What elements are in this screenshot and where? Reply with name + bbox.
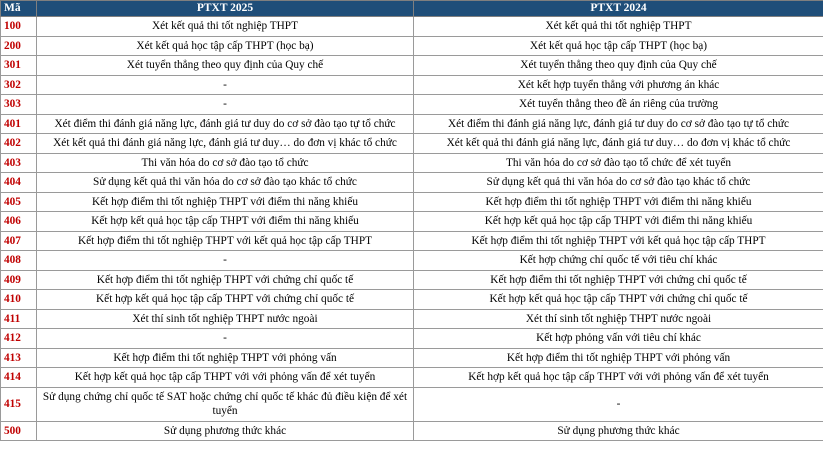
method-2024: Xét tuyển thẳng theo đề án riêng của trường [414, 95, 823, 115]
method-2024: Xét kết hợp tuyển thẳng với phương án khác [414, 75, 823, 95]
method-2024: Kết hợp phỏng vấn với tiêu chí khác [414, 329, 823, 349]
method-2025: Kết hợp điểm thi tốt nghiệp THPT với kết quả học tập cấp THPT [37, 231, 414, 251]
table-row [1, 212, 823, 232]
table-row [1, 153, 823, 173]
table-row [1, 290, 823, 310]
method-code: 414 [1, 368, 37, 388]
table-row [1, 134, 823, 154]
method-2024: Xét thí sinh tốt nghiệp THPT nước ngoài [414, 309, 823, 329]
method-code: 405 [1, 192, 37, 212]
method-code: 410 [1, 290, 37, 310]
method-2025: Sử dụng chứng chỉ quốc tế SAT hoặc chứng chỉ quốc tế khác đủ điều kiện để xét tuyển [37, 387, 414, 421]
method-code: 406 [1, 212, 37, 232]
table-row [1, 309, 823, 329]
table-row [1, 231, 823, 251]
table-row [1, 173, 823, 193]
method-2025: Sử dụng kết quả thi văn hóa do cơ sở đào tạo khác tổ chức [37, 173, 414, 193]
method-2025: Kết hợp kết quả học tập cấp THPT với điểm thi năng khiếu [37, 212, 414, 232]
method-code: 413 [1, 348, 37, 368]
method-2025: Kết hợp kết quả học tập cấp THPT với chứng chỉ quốc tế [37, 290, 414, 310]
table-row [1, 75, 823, 95]
table-row [1, 368, 823, 388]
method-2024: Kết hợp điểm thi tốt nghiệp THPT với kết quả học tập cấp THPT [414, 231, 823, 251]
method-2024: Kết hợp kết quả học tập cấp THPT với với phỏng vấn để xét tuyển [414, 368, 823, 388]
method-2024: Kết hợp điểm thi tốt nghiệp THPT với điểm thi năng khiếu [414, 192, 823, 212]
header-2024: PTXT 2024 [414, 1, 823, 17]
method-2024: Kết hợp điểm thi tốt nghiệp THPT với chứng chỉ quốc tế [414, 270, 823, 290]
method-code: 100 [1, 17, 37, 37]
method-2025: Xét kết quả học tập cấp THPT (học bạ) [37, 36, 414, 56]
method-2025: - [37, 75, 414, 95]
method-2025: - [37, 329, 414, 349]
method-2024: Kết hợp kết quả học tập cấp THPT với chứng chỉ quốc tế [414, 290, 823, 310]
method-code: 301 [1, 56, 37, 76]
table-row [1, 36, 823, 56]
table-row [1, 17, 823, 37]
method-code: 200 [1, 36, 37, 56]
method-2024: Xét kết quả học tập cấp THPT (học bạ) [414, 36, 823, 56]
method-2024: Sử dụng phương thức khác [414, 421, 823, 441]
table-row [1, 114, 823, 134]
header-2025: PTXT 2025 [37, 1, 414, 17]
method-2025: Xét điểm thi đánh giá năng lực, đánh giá tư duy do cơ sở đào tạo tự tổ chức [37, 114, 414, 134]
table-row [1, 56, 823, 76]
method-code: 500 [1, 421, 37, 441]
method-2025: Xét tuyển thẳng theo quy định của Quy chế [37, 56, 414, 76]
method-2025: - [37, 251, 414, 271]
method-code: 402 [1, 134, 37, 154]
method-code: 403 [1, 153, 37, 173]
method-2024: Kết hợp chứng chỉ quốc tế với tiêu chí khác [414, 251, 823, 271]
method-2024: Xét kết quả thi đánh giá năng lực, đánh giá tư duy… do đơn vị khác tổ chức [414, 134, 823, 154]
method-2025: Xét thí sinh tốt nghiệp THPT nước ngoài [37, 309, 414, 329]
table-row [1, 95, 823, 115]
method-code: 404 [1, 173, 37, 193]
method-2024: Kết hợp kết quả học tập cấp THPT với điểm thi năng khiếu [414, 212, 823, 232]
table-row [1, 348, 823, 368]
method-code: 407 [1, 231, 37, 251]
method-2025: Thi văn hóa do cơ sở đào tạo tổ chức [37, 153, 414, 173]
method-2025: - [37, 95, 414, 115]
method-2025: Kết hợp điểm thi tốt nghiệp THPT với điểm thi năng khiếu [37, 192, 414, 212]
header-row [1, 1, 823, 17]
method-2025: Xét kết quả thi tốt nghiệp THPT [37, 17, 414, 37]
method-2024: Sử dụng kết quả thi văn hóa do cơ sở đào tạo khác tổ chức [414, 173, 823, 193]
method-code: 411 [1, 309, 37, 329]
table-row [1, 387, 823, 421]
method-2025: Sử dụng phương thức khác [37, 421, 414, 441]
method-2024: Thi văn hóa do cơ sở đào tạo tổ chức để xét tuyển [414, 153, 823, 173]
method-2025: Kết hợp điểm thi tốt nghiệp THPT với phỏng vấn [37, 348, 414, 368]
method-code: 415 [1, 387, 37, 421]
table-row [1, 329, 823, 349]
method-code: 412 [1, 329, 37, 349]
method-2024: - [414, 387, 823, 421]
method-code: 401 [1, 114, 37, 134]
method-2024: Kết hợp điểm thi tốt nghiệp THPT với phỏng vấn [414, 348, 823, 368]
table-row [1, 192, 823, 212]
method-2024: Xét điểm thi đánh giá năng lực, đánh giá tư duy do cơ sở đào tạo tự tổ chức [414, 114, 823, 134]
table-row [1, 270, 823, 290]
method-code: 303 [1, 95, 37, 115]
method-2024: Xét kết quả thi tốt nghiệp THPT [414, 17, 823, 37]
method-code: 302 [1, 75, 37, 95]
method-code: 408 [1, 251, 37, 271]
table-row [1, 251, 823, 271]
table-row [1, 421, 823, 441]
header-code: Mã [1, 1, 37, 17]
method-2024: Xét tuyển thẳng theo quy định của Quy chế [414, 56, 823, 76]
method-code: 409 [1, 270, 37, 290]
method-2025: Xét kết quả thi đánh giá năng lực, đánh giá tư duy… do đơn vị khác tổ chức [37, 134, 414, 154]
method-2025: Kết hợp điểm thi tốt nghiệp THPT với chứng chỉ quốc tế [37, 270, 414, 290]
method-2025: Kết hợp kết quả học tập cấp THPT với với phỏng vấn để xét tuyển [37, 368, 414, 388]
